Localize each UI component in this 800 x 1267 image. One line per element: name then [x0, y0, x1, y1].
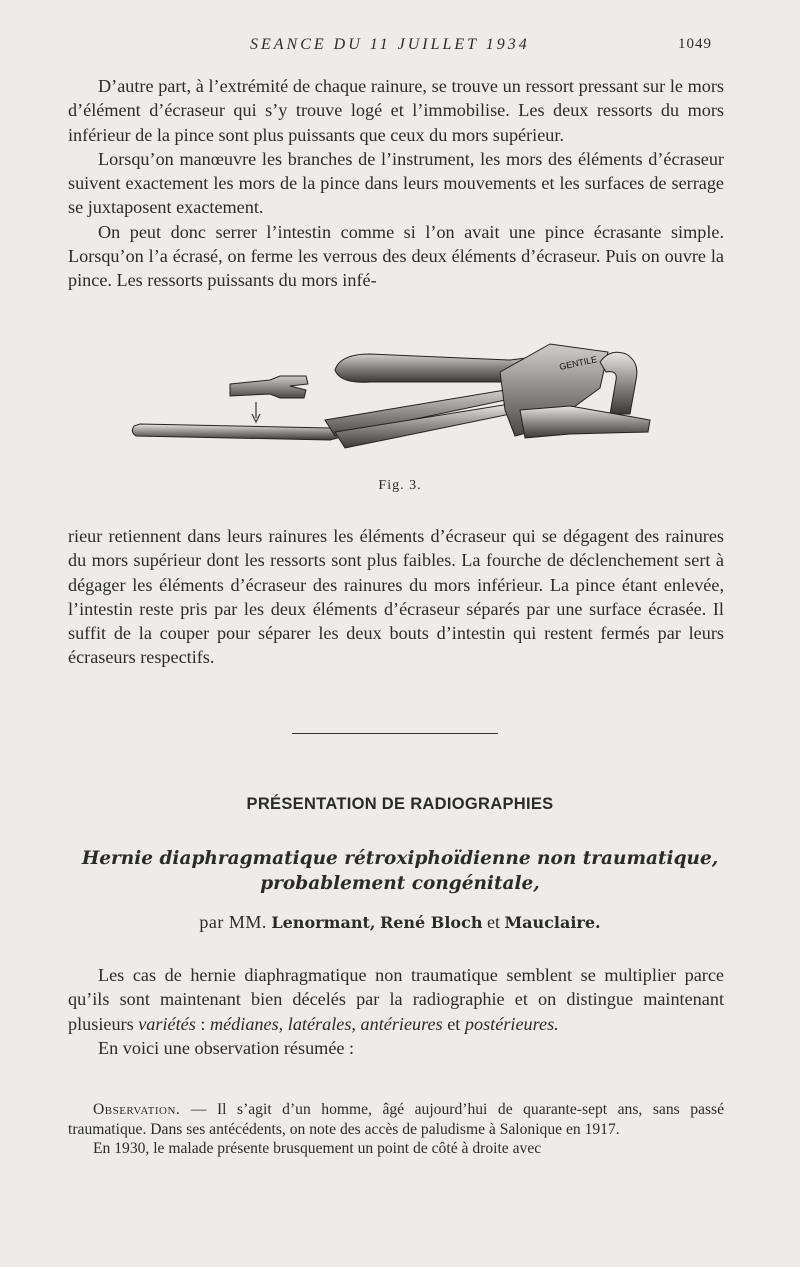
author-bloch: René Bloch: [379, 913, 483, 932]
observation-label: Observation.: [93, 1101, 181, 1118]
term-posterieures: postérieures.: [464, 1013, 559, 1034]
article-title-line-2: probablement congénitale,: [260, 873, 540, 894]
observation-body: — Il s’agit d’un homme, âgé aujourd’hui de quarante-sept ans, sans passé traumatique. Dans ses antécédents, on note des accès de paludisme à Salonique en 1917.: [68, 1101, 724, 1138]
continuation-paragraph: rieur retiennent dans leurs rainures les éléments d’écraseur qui se dégagent des rainures du mors supérieur dont les ressorts sont plus faibles. La fourche de déclenchement sert à dégager les éléments d’écraseur des rainures du mors inférieur. La pince étant enlevée, l’intestin reste pris par les deux éléments d’écraseur séparés par une surface écrasée. Il suffit de la couper pour séparer les deux bouts d’intestin qui restent fermés par leurs écraseurs respectifs.: [68, 526, 724, 668]
section-heading: PRÉSENTATION DE RADIOGRAPHIES: [246, 795, 554, 813]
article-title-line-1: Hernie diaphragmatique rétroxiphoïdienne non traumatique,: [81, 848, 719, 869]
authors-prefix: par MM.: [199, 912, 267, 932]
article-paragraph-1-text: Les cas de hernie diaphragmatique non traumatique semblent se multiplier parce qu’ils sont maintenant bien décelés par la radiographie et on distingue maintenant plusieurs: [68, 965, 724, 1034]
page-number: 1049: [678, 36, 712, 52]
instrument-engraving: GENTILE: [558, 354, 599, 372]
continuation-text: [68, 524, 724, 670]
figure-caption: Fig. 3.: [378, 478, 422, 493]
observation-paragraph: [68, 1100, 724, 1139]
figure-3-instrument: [130, 340, 655, 465]
article-authors: [0, 912, 800, 933]
term-medianes: médianes,: [209, 1013, 284, 1034]
term-anterieures: antérieures: [360, 1013, 443, 1034]
running-head: [0, 36, 800, 60]
colon: :: [200, 1013, 206, 1034]
intro-text: [68, 74, 724, 293]
observation-last-line: En 1930, le malade présente brusquement un point de côté à droite avec: [93, 1140, 542, 1157]
detached-element-drawing: [230, 376, 308, 422]
article-paragraph-2: En voici une observation résumée :: [98, 1037, 355, 1058]
conjunction: et: [447, 1013, 461, 1034]
term-varietes: variétés: [138, 1013, 196, 1034]
article-text: [68, 963, 724, 1060]
intro-paragraph-3: On peut donc serrer l’intestin comme si l’on avait une pince écrasante simple. Lorsqu’on l’a écrasé, on ferme les verrous des deux éléments d’écraseur. Puis on ouvre la pince. Les ressorts puissants du mors infé-: [68, 221, 724, 291]
authors-conjunction: et: [486, 912, 500, 932]
section-divider: [292, 733, 498, 734]
article-title: [60, 846, 740, 896]
observation-text: [68, 1100, 724, 1159]
term-laterales: latérales,: [287, 1013, 356, 1034]
intro-paragraph-1: D’autre part, à l’extrémité de chaque rainure, se trouve un ressort pressant sur le mors d’élément d’écraseur qui s’y trouve logé et l’immobilise. Les deux ressorts du mors inférieur de la pince sont plus puissants que ceux du mors supérieur.: [68, 76, 724, 145]
running-head-title: SEANCE DU 11 JUILLET 1934: [250, 36, 530, 53]
intro-paragraph-2: Lorsqu’on manœuvre les branches de l’instrument, les mors des éléments d’écraseur suivent exactement les mors de la pince dans leurs mouvements et les surfaces de serrage se juxtaposent exactement.: [68, 148, 724, 218]
author-mauclaire: Mauclaire.: [504, 913, 601, 932]
author-lenormant: Lenormant,: [271, 913, 376, 932]
article-paragraph-1: [68, 963, 724, 1036]
